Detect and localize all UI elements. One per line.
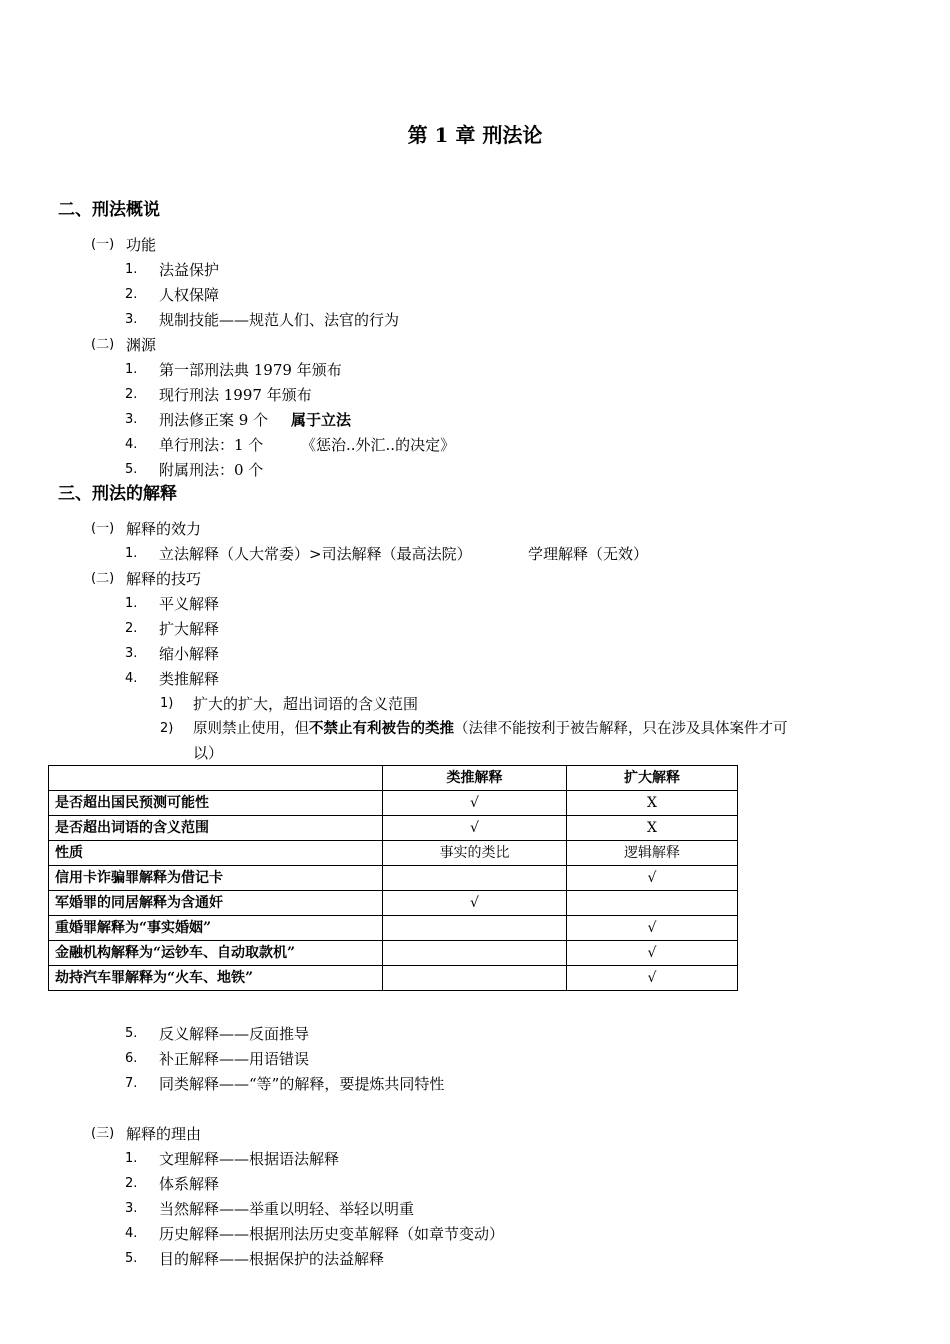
table-cell: √: [383, 891, 567, 916]
table-cell: 逻辑解释: [567, 841, 738, 866]
list-number: 1.: [125, 546, 138, 561]
list-number: 3.: [125, 412, 138, 427]
table-row: [49, 816, 738, 841]
table-row-label: 劫持汽车罪解释为“火车、地铁”: [49, 966, 383, 991]
list-item: 单行刑法：1 个: [159, 436, 264, 454]
sublist-item-post: （法律不能按利于被告解释，只在涉及具体案件才可: [454, 721, 788, 737]
list-item: 第一部刑法典 1979 年颁布: [159, 361, 342, 379]
sublist-item-bold: 不禁止有利被告的类推: [309, 720, 454, 737]
table-cell: √: [567, 866, 738, 891]
sublist-item-continuation: 以）: [193, 744, 224, 762]
table-header-cell: 扩大解释: [567, 766, 738, 791]
table-row-label: 是否超出词语的含义范围: [49, 816, 383, 841]
list-item-extra: 《惩治..外汇..的决定》: [301, 436, 456, 454]
table-row: [49, 941, 738, 966]
subsection-label: 功能: [126, 236, 157, 254]
table-row: [49, 916, 738, 941]
table-cell: √: [383, 816, 567, 841]
list-number: 6.: [125, 1051, 138, 1066]
list-item: 补正解释——用语错误: [159, 1050, 310, 1068]
table-row: [49, 791, 738, 816]
list-item-extra: 学理解释（无效）: [528, 545, 649, 563]
table-row: [49, 841, 738, 866]
table-row-label: 金融机构解释为“运钞车、自动取款机”: [49, 941, 383, 966]
list-item: 历史解释——根据刑法历史变革解释（如章节变动）: [159, 1225, 505, 1243]
page-title: 第 1 章 刑法论: [407, 123, 543, 147]
list-number: 5.: [125, 1026, 138, 1041]
list-item: 立法解释（人大常委）>司法解释（最高法院）: [159, 545, 472, 563]
table-cell: [383, 941, 567, 966]
list-number: 3.: [125, 1201, 138, 1216]
table-header-cell: [49, 766, 383, 791]
sublist-item: 扩大的扩大，超出词语的含义范围: [193, 695, 419, 713]
list-number: 4.: [125, 1226, 138, 1241]
list-item: 附属刑法：0 个: [159, 461, 264, 479]
list-number: 1.: [125, 362, 138, 377]
subsection-mark: (二): [91, 571, 115, 586]
list-item-bold: 属于立法: [291, 411, 352, 429]
table-cell: [383, 916, 567, 941]
table-cell: √: [567, 941, 738, 966]
subsection-mark: (一): [91, 521, 115, 536]
table-row-label: 军婚罪的同居解释为含通奸: [49, 891, 383, 916]
sublist-item: [193, 719, 788, 739]
subsection-label: 渊源: [126, 336, 157, 354]
list-item: 现行刑法 1997 年颁布: [159, 386, 312, 404]
section-heading: 三、刑法的解释: [58, 484, 177, 504]
table-cell: X: [567, 816, 738, 841]
table-cell: [567, 891, 738, 916]
list-item: 缩小解释: [159, 645, 220, 663]
list-number: 1.: [125, 262, 138, 277]
list-item: 刑法修正案 9 个: [159, 411, 269, 429]
table-cell: √: [383, 791, 567, 816]
list-number: 2.: [125, 387, 138, 402]
list-item: 法益保护: [159, 261, 220, 279]
table-header-cell: 类推解释: [383, 766, 567, 791]
list-number: 4.: [125, 437, 138, 452]
table-row-label: 重婚罪解释为“事实婚姻”: [49, 916, 383, 941]
list-item: 人权保障: [159, 286, 220, 304]
table-row: [49, 966, 738, 991]
list-number: 1.: [125, 596, 138, 611]
list-item: 反义解释——反面推导: [159, 1025, 310, 1043]
table-row-label: 是否超出国民预测可能性: [49, 791, 383, 816]
table-row: [49, 866, 738, 891]
list-item: 类推解释: [159, 670, 220, 688]
list-number: 2.: [125, 1176, 138, 1191]
list-number: 1.: [125, 1151, 138, 1166]
list-number: 2.: [125, 621, 138, 636]
subsection-label: 解释的效力: [126, 520, 202, 538]
list-number: 3.: [125, 646, 138, 661]
sublist-number: 1): [160, 696, 174, 711]
list-number: 3.: [125, 312, 138, 327]
list-item: 规制技能——规范人们、法官的行为: [159, 311, 400, 329]
subsection-mark: (三): [91, 1126, 115, 1141]
list-item: 同类解释——“等”的解释，要提炼共同特性: [159, 1075, 445, 1093]
subsection-mark: (一): [91, 237, 115, 252]
table-cell: √: [567, 916, 738, 941]
list-item: 平义解释: [159, 595, 220, 613]
subsection-label: 解释的技巧: [126, 570, 202, 588]
list-item: 目的解释——根据保护的法益解释: [159, 1250, 385, 1268]
table-header-row: [49, 766, 738, 791]
sublist-item-pre: 原则禁止使用，但: [193, 721, 309, 737]
list-number: 2.: [125, 287, 138, 302]
section-heading: 二、刑法概说: [58, 200, 160, 220]
list-item: 体系解释: [159, 1175, 220, 1193]
subsection-mark: (二): [91, 337, 115, 352]
subsection-label: 解释的理由: [126, 1125, 202, 1143]
list-number: 5.: [125, 1251, 138, 1266]
sublist-number: 2): [160, 721, 174, 736]
table-cell: X: [567, 791, 738, 816]
list-item: 扩大解释: [159, 620, 220, 638]
list-item: 文理解释——根据语法解释: [159, 1150, 340, 1168]
table-cell: [383, 866, 567, 891]
table-cell: [383, 966, 567, 991]
table-cell: √: [567, 966, 738, 991]
table-row-label: 信用卡诈骗罪解释为借记卡: [49, 866, 383, 891]
list-item: 当然解释——举重以明轻、举轻以明重: [159, 1200, 415, 1218]
list-number: 7.: [125, 1076, 138, 1091]
comparison-table: [48, 765, 738, 991]
list-number: 4.: [125, 671, 138, 686]
table-cell: 事实的类比: [383, 841, 567, 866]
table-row-label: 性质: [49, 841, 383, 866]
table-row: [49, 891, 738, 916]
list-number: 5.: [125, 462, 138, 477]
